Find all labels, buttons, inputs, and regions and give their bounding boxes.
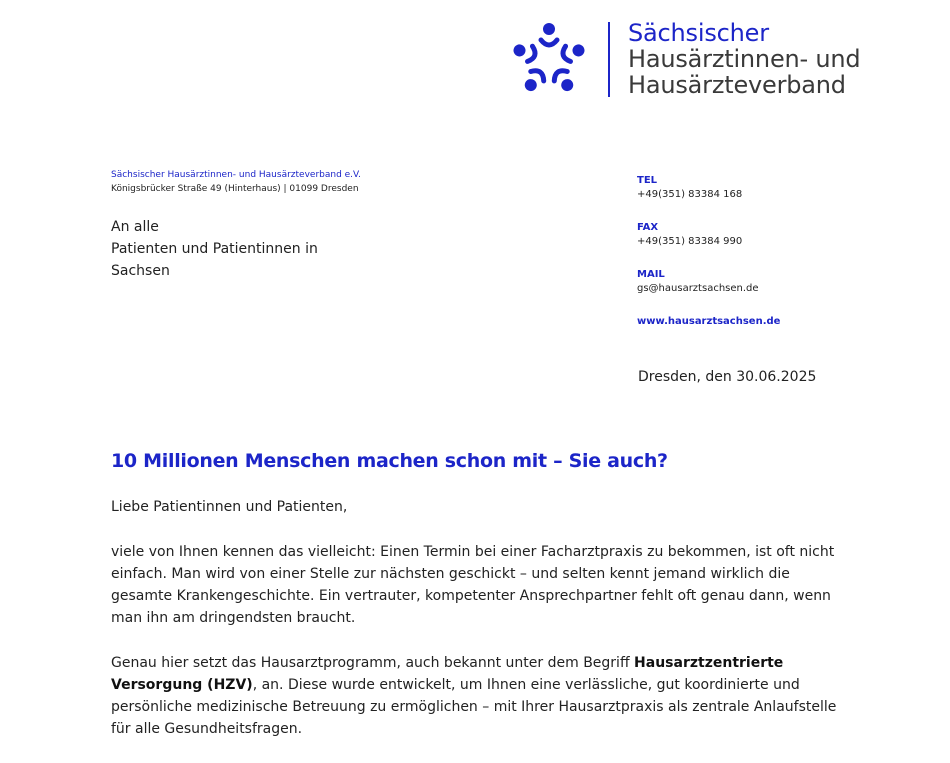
recipient-line2: Patienten und Patientinnen in [111,241,318,257]
organization-logo-icon [508,20,590,98]
paragraph-2-bold-term: Hausarztzentrierte Versorgung (HZV) [111,655,784,693]
letter-date: Dresden, den 30.06.2025 [638,369,817,385]
sender-address: Königsbrücker Straße 49 (Hinterhaus) | 01099 Dresden [111,184,359,194]
contact-mail [637,268,780,296]
salutation: Liebe Patientinnen und Patienten, [111,499,348,515]
letter-body [111,496,841,763]
logo-divider [608,22,610,97]
letter-headline: 10 Millionen Menschen machen schon mit – Sie auch? [111,450,668,472]
recipient-line3: Sachsen [111,263,170,279]
tel-value: +49(351) 83384 168 [637,189,743,200]
paragraph-1: viele von Ihnen kennen das vielleicht: Einen Termin bei einer Facharztpraxis zu bekommen, ist oft nicht einfach. Man wird von einer Stelle zur nächsten geschickt – und selten kennt jemand wirklich die gesamte Krankengeschichte. Ein vertrauter, kompetenter Ansprechpartner fehlt oft genau dann, wenn man ihn am dringendsten braucht. [111,544,835,626]
paragraph-2-part1: Genau hier setzt das Hausarztprogramm, auch bekannt unter dem Begriff [111,655,635,671]
sender-organization: Sächsischer Hausärztinnen- und Hausärzteverband e.V. [111,170,361,180]
recipient-line1: An alle [111,219,159,235]
organization-name [628,20,860,98]
paragraph-2 [111,652,841,740]
organization-name-line2: Hausärztinnen- und [628,45,861,73]
contact-fax [637,221,780,249]
mail-value: gs@hausarztsachsen.de [637,283,759,294]
recipient-block [111,216,318,282]
contact-tel [637,174,780,202]
fax-value: +49(351) 83384 990 [637,236,743,247]
organization-name-line3: Hausärzteverband [628,71,846,99]
website-link[interactable]: www.hausarztsachsen.de [637,316,781,327]
contact-block [637,174,780,329]
mail-label: MAIL [637,269,665,280]
sender-block [111,168,361,196]
tel-label: TEL [637,175,658,186]
organization-name-line1: Sächsischer [628,19,769,47]
paragraph-2-part2: , an. Diese wurde entwickelt, um Ihnen eine verlässliche, gut koordinierte und persönliche medizinische Betreuung zu ermöglichen – mit Ihrer Hausarztpraxis als zentrale Anlaufstelle für alle Gesundheitsfragen. [111,677,837,737]
fax-label: FAX [637,222,659,233]
